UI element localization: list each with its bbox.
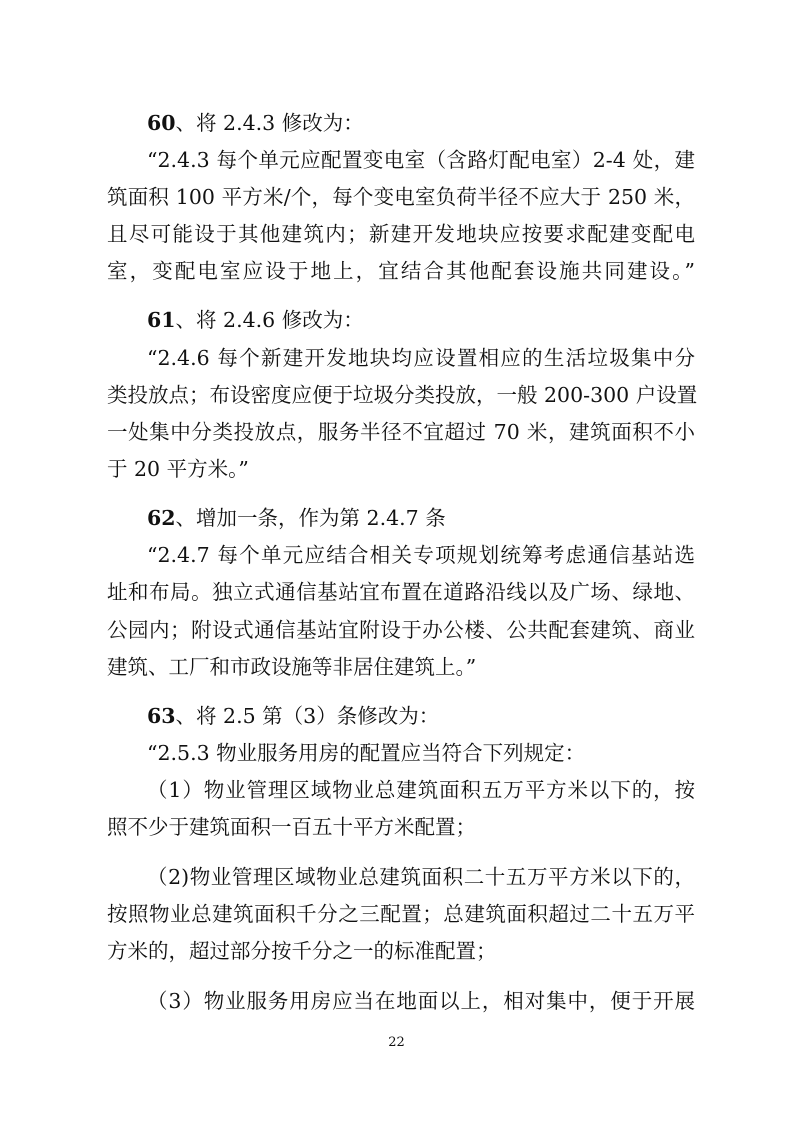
paragraph-line: “2.5.3 物业服务用房的配置应当符合下列规定： bbox=[147, 741, 586, 765]
paragraph-line: 一处集中分类投放点，服务半径不宜超过 70 米，建筑面积不小 bbox=[107, 420, 695, 444]
amendment-number: 63 bbox=[147, 704, 176, 728]
amendment-number: 62 bbox=[147, 506, 176, 530]
paragraph-line: 公园内；附设式通信基站宜附设于办公楼、公共配套建筑、商业 bbox=[107, 618, 695, 642]
amendment-heading bbox=[147, 307, 364, 333]
list-item-line: （1）物业管理区域物业总建筑面积五万平方米以下的，按 bbox=[147, 778, 695, 802]
paragraph-line: 建筑、工厂和市政设施等非居住建筑上。” bbox=[107, 655, 477, 679]
list-item-line: （2)物业管理区域物业总建筑面积二十五万平方米以下的， bbox=[147, 865, 695, 889]
amendment-heading bbox=[147, 110, 364, 136]
paragraph-line: 类投放点；布设密度应便于垃圾分类投放，一般 200-300 户设置 bbox=[107, 383, 698, 407]
paragraph-line: “2.4.3 每个单元应配置变电室（含路灯配电室）2-4 处，建 bbox=[147, 148, 695, 172]
paragraph-line: 址和布局。独立式通信基站宜布置在道路沿线以及广场、绿地、 bbox=[107, 580, 695, 604]
amendment-heading bbox=[147, 505, 446, 531]
amendment-heading-text: 、将 2.4.6 修改为： bbox=[175, 308, 364, 332]
list-item-line: 照不少于建筑面积一百五十平方米配置； bbox=[107, 815, 476, 839]
paragraph-line: 室，变配电室应设于地上，宜结合其他配套设施共同建设。” bbox=[107, 259, 695, 283]
amendment-number: 61 bbox=[147, 308, 176, 332]
amendment-heading-text: 、增加一条，作为第 2.4.7 条 bbox=[175, 506, 446, 530]
list-item-line: 方米的，超过部分按千分之一的标准配置； bbox=[107, 939, 497, 963]
paragraph-line: 且尽可能设于其他建筑内；新建开发地块应按要求配建变配电 bbox=[107, 222, 695, 246]
amendment-heading-text: 、将 2.5 第（3）条修改为： bbox=[175, 704, 440, 728]
list-item-line: 按照物业总建筑面积千分之三配置；总建筑面积超过二十五万平 bbox=[107, 902, 695, 926]
page-number: 22 bbox=[388, 1035, 405, 1050]
paragraph-line: “2.4.7 每个单元应结合相关专项规划统筹考虑通信基站选 bbox=[147, 543, 695, 567]
paragraph-line: 筑面积 100 平方米/个，每个变电室负荷半径不应大于 250 米， bbox=[107, 185, 695, 209]
paragraph-line: 于 20 平方米。” bbox=[107, 457, 249, 481]
paragraph-line: “2.4.6 每个新建开发地块均应设置相应的生活垃圾集中分 bbox=[147, 346, 695, 370]
amendment-heading bbox=[147, 703, 439, 729]
list-item-line: （3）物业服务用房应当在地面以上，相对集中，便于开展 bbox=[147, 989, 695, 1013]
amendment-number: 60 bbox=[147, 111, 176, 135]
amendment-heading-text: 、将 2.4.3 修改为： bbox=[175, 111, 364, 135]
